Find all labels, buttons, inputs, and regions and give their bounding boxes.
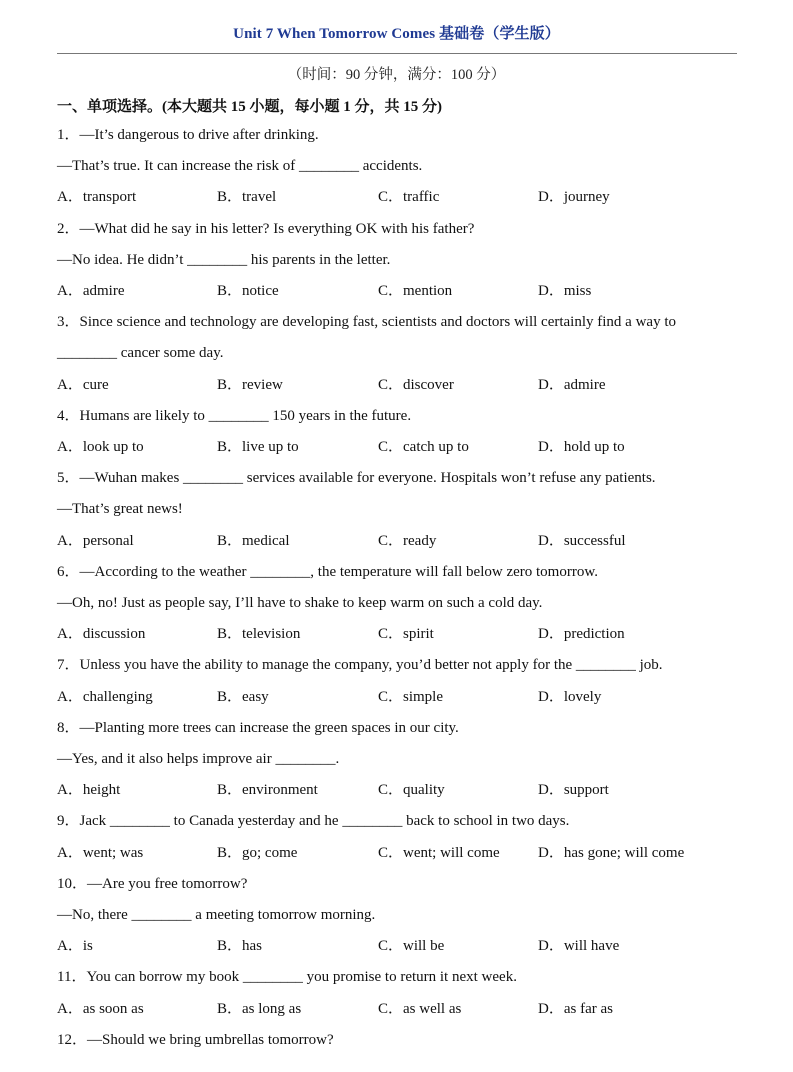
section-heading: 一、单项选择。(本大题共 15 小题，每小题 1 分，共 15 分) [57,99,442,115]
options-row [57,1000,747,1018]
question-line: 12．—Should we bring umbrellas tomorrow? [57,1032,334,1048]
answer-option: A．is [57,938,93,954]
question-line: 11．You can borrow my book ________ you promise to return it next week. [57,969,517,985]
answer-option: A．personal [57,533,134,549]
answer-option: C．simple [378,689,444,705]
answer-option: D．successful [538,533,626,549]
answer-option: C．quality [378,782,445,798]
answer-option: D．prediction [538,626,625,642]
answer-option: A．went; was [57,845,144,861]
answer-option: B．environment [217,782,318,798]
answer-option: B．live up to [217,439,299,455]
question-line: ________ cancer some day. [57,345,224,361]
question-line: 8．—Planting more trees can increase the green spaces in our city. [57,720,459,736]
answer-option: A．look up to [57,439,144,455]
question-line: 7．Unless you have the ability to manage the company, you’d better not apply for the ________ job. [57,657,663,673]
question-line: —Oh, no! Just as people say, I’ll have to shake to keep warm on such a cold day. [57,595,543,611]
answer-option: B．easy [217,689,269,705]
document-title: Unit 7 When Tomorrow Comes 基础卷（学生版） [233,26,560,42]
answer-option: B．go; come [217,845,298,861]
question-line: —That’s great news! [57,501,183,517]
question-line: —No idea. He didn’t ________ his parents in the letter. [57,252,391,268]
header-divider [57,53,737,54]
answer-option: A．as soon as [57,1001,144,1017]
answer-option: A．admire [57,283,125,299]
question-line: 4．Humans are likely to ________ 150 years in the future. [57,408,412,424]
answer-option: C．as well as [378,1001,462,1017]
answer-option: B．as long as [217,1001,302,1017]
answer-option: B．notice [217,283,279,299]
answer-option: C．discover [378,377,454,393]
answer-option: C．ready [378,533,437,549]
question-line: —That’s true. It can increase the risk of ________ accidents. [57,158,423,174]
question-line: —Yes, and it also helps improve air ________. [57,751,340,767]
answer-option: D．journey [538,189,610,205]
answer-option: D．lovely [538,689,602,705]
answer-option: D．will have [538,938,620,954]
question-line: 5．—Wuhan makes ________ services available for everyone. Hospitals won’t refuse any patients. [57,470,656,486]
answer-option: B．television [217,626,301,642]
answer-option: D．as far as [538,1001,613,1017]
options-row [57,625,747,643]
options-row [57,376,747,394]
answer-option: C．will be [378,938,445,954]
question-line: 10．—Are you free tomorrow? [57,876,248,892]
question-line: 2．—What did he say in his letter? Is everything OK with his father? [57,221,475,237]
options-row [57,188,747,206]
options-row [57,937,747,955]
answer-option: A．cure [57,377,109,393]
question-line: 6．—According to the weather ________, the temperature will fall below zero tomorrow. [57,564,598,580]
options-row [57,438,747,456]
options-row [57,532,747,550]
answer-option: A．transport [57,189,137,205]
answer-option: D．has gone; will come [538,845,685,861]
options-row [57,688,747,706]
answer-option: A．challenging [57,689,153,705]
answer-option: A．height [57,782,121,798]
answer-option: D．support [538,782,609,798]
answer-option: C．went; will come [378,845,500,861]
options-row [57,781,747,799]
answer-option: C．spirit [378,626,434,642]
answer-option: C．traffic [378,189,440,205]
answer-option: B．review [217,377,283,393]
question-line: 3．Since science and technology are developing fast, scientists and doctors will certainly find a way to [57,314,676,330]
question-line: —No, there ________ a meeting tomorrow morning. [57,907,376,923]
answer-option: C．catch up to [378,439,469,455]
answer-option: B．travel [217,189,277,205]
answer-option: B．medical [217,533,290,549]
answer-option: B．has [217,938,263,954]
options-row [57,844,747,862]
question-line: 1．—It’s dangerous to drive after drinking. [57,127,319,143]
answer-option: D．miss [538,283,592,299]
exam-meta: （时间：90 分钟，满分：100 分） [287,67,506,83]
answer-option: C．mention [378,283,453,299]
answer-option: D．hold up to [538,439,625,455]
answer-option: A．discussion [57,626,146,642]
question-line: 9．Jack ________ to Canada yesterday and he ________ back to school in two days. [57,813,570,829]
answer-option: D．admire [538,377,606,393]
options-row [57,282,747,300]
